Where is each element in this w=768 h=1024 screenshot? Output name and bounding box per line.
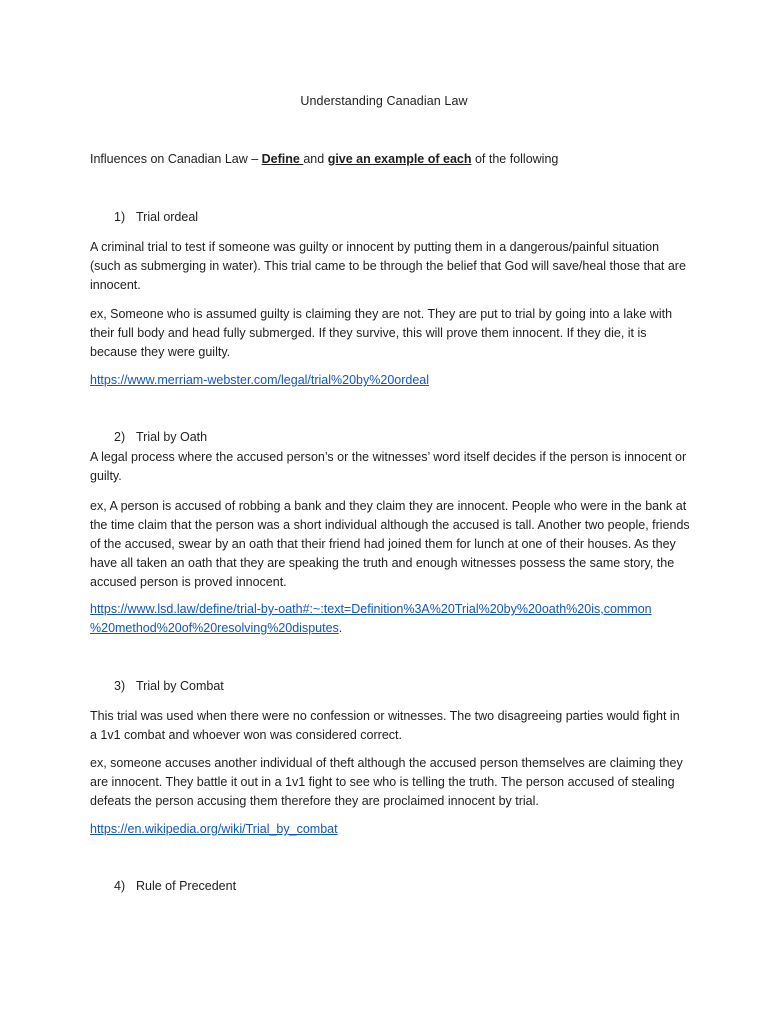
section-heading-trial-by-oath — [114, 430, 207, 444]
section-number: 3) — [114, 679, 126, 693]
section-title: Trial by Oath — [136, 430, 208, 444]
section-title: Trial ordeal — [136, 210, 199, 224]
section-definition: This trial was used when there were no confession or witnesses. The two disagreeing parties would fight in a 1v1 combat and whoever won was considered correct. — [90, 709, 680, 742]
section-definition: A criminal trial to test if someone was guilty or innocent by putting them in a dangerous/painful situation (such as submerging in water). This trial came to be through the belief that God will save/heal those that are innocent. — [90, 240, 686, 292]
page-title: Understanding Canadian Law — [300, 94, 468, 108]
section-example: ex, A person is accused of robbing a bank and they claim they are innocent. People who were in the bank at the time claim that the person was a short individual although the accused is tall. Another two people, friends of the accused, swear by an oath that their friend had joined them for lunch at one of their houses. As they have all taken an oath that they are speaking the truth and enough witnesses possess the same story, the accused person is proved innocent. — [90, 499, 690, 589]
section-number: 2) — [114, 430, 126, 444]
section-heading-trial-by-combat — [114, 679, 224, 693]
reference-link-continued[interactable]: %20method%20of%20resolving%20disputes — [90, 621, 339, 635]
intro-prefix: Influences on Canadian Law – — [90, 152, 262, 166]
intro-line — [90, 152, 558, 166]
reference-link[interactable]: https://www.merriam-webster.com/legal/trial%20by%20ordeal — [90, 373, 430, 387]
section-title: Trial by Combat — [136, 679, 224, 693]
intro-example: give an example of each — [327, 152, 472, 166]
section-heading-trial-ordeal — [114, 210, 198, 224]
intro-suffix: of the following — [471, 152, 559, 166]
section-example: ex, Someone who is assumed guilty is claiming they are not. They are put to trial by going into a lake with their full body and head fully submerged. If they survive, this will prove them innocent. If they die, it is because they were guilty. — [90, 307, 673, 359]
section-link-paragraph — [90, 371, 690, 390]
intro-define: Define — [261, 152, 304, 166]
section-heading-rule-of-precedent — [114, 879, 236, 893]
section-definition: A legal process where the accused person’s or the witnesses’ word itself decides if the person is innocent or guilty. — [90, 450, 687, 483]
intro-and: and — [303, 152, 328, 166]
section-title: Rule of Precedent — [136, 879, 237, 893]
section-number: 1) — [114, 210, 126, 224]
section-link-paragraph — [90, 600, 690, 638]
reference-link[interactable]: https://en.wikipedia.org/wiki/Trial_by_combat — [90, 822, 338, 836]
reference-link[interactable]: https://www.lsd.law/define/trial-by-oath#:~:text=Definition%3A%20Trial%20by%20oath%20is,common — [90, 602, 652, 616]
section-number: 4) — [114, 879, 126, 893]
link-trailing-period: . — [338, 621, 343, 635]
section-link-paragraph — [90, 820, 690, 839]
section-example: ex, someone accuses another individual of theft although the accused person themselves are claiming they are innocent. They battle it out in a 1v1 fight to see who is telling the truth. The person accused of stealing defeats the person accusing them therefore they are proclaimed innocent by trial. — [90, 756, 683, 808]
